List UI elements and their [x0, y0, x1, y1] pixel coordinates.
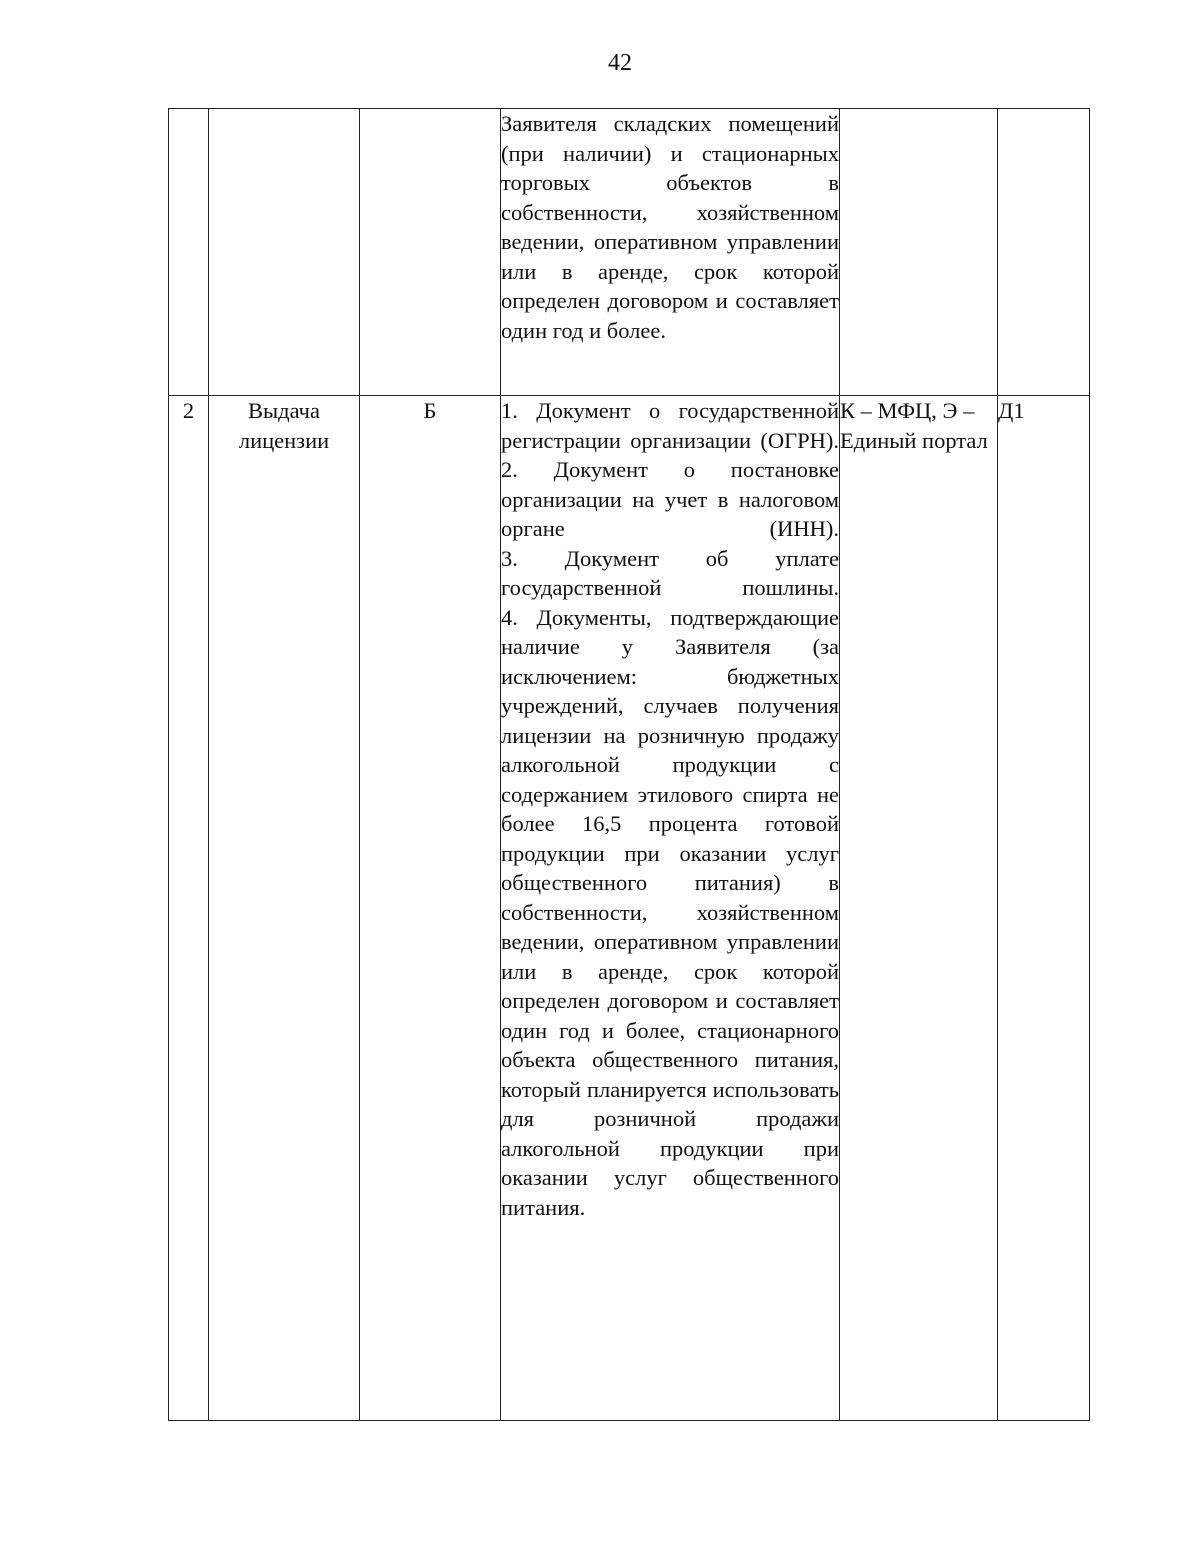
documents-cell [501, 109, 840, 396]
channel-cell [840, 109, 998, 396]
document-item: Заявителя складских помещений (при наличии) и стационарных торговых объектов в собственности, хозяйственном ведении, оперативном управлении или в аренде, срок которой определен договором и составляет один год и более. [501, 111, 839, 343]
table-row [169, 396, 1090, 1421]
row-number-cell [169, 109, 209, 396]
result-cell: Д1 [998, 396, 1090, 1421]
document-item: 4. Документы, подтверждающие наличие у Заявителя (за исключением: бюджетных учреждений, случаев получения лицензии на розничную продажу алкогольной продукции с содержанием этилового спирта не более 16,5 процента готовой продукции при оказании услуг общественного питания) в собственности, хозяйственном ведении, оперативном управлении или в аренде, срок которой определен договором и составляет один год и более, стационарного объекта общественного питания, который планируется использовать для розничной продажи алкогольной продукции при оказании услуг общественного питания. [501, 604, 839, 1220]
service-name-cell [209, 109, 360, 396]
service-code-cell [360, 109, 501, 396]
document-item: 2. Документ о постановке организации на учет в налоговом органе (ИНН). [501, 457, 839, 541]
result-cell [998, 109, 1090, 396]
document-item: 3. Документ об уплате государственной пошлины. [501, 545, 839, 600]
service-code-cell: Б [360, 396, 501, 1421]
services-table [168, 108, 1090, 1421]
channel-cell: К – МФЦ, Э – Единый портал [840, 396, 998, 1421]
service-name-cell: Выдача лицензии [209, 396, 360, 1421]
table-row [169, 109, 1090, 396]
page-number: 42 [608, 50, 632, 76]
row-number-cell: 2 [169, 396, 209, 1421]
documents-cell [501, 396, 840, 1421]
document-item: 1. Документ о государственной регистрации организации (ОГРН). [501, 398, 839, 453]
